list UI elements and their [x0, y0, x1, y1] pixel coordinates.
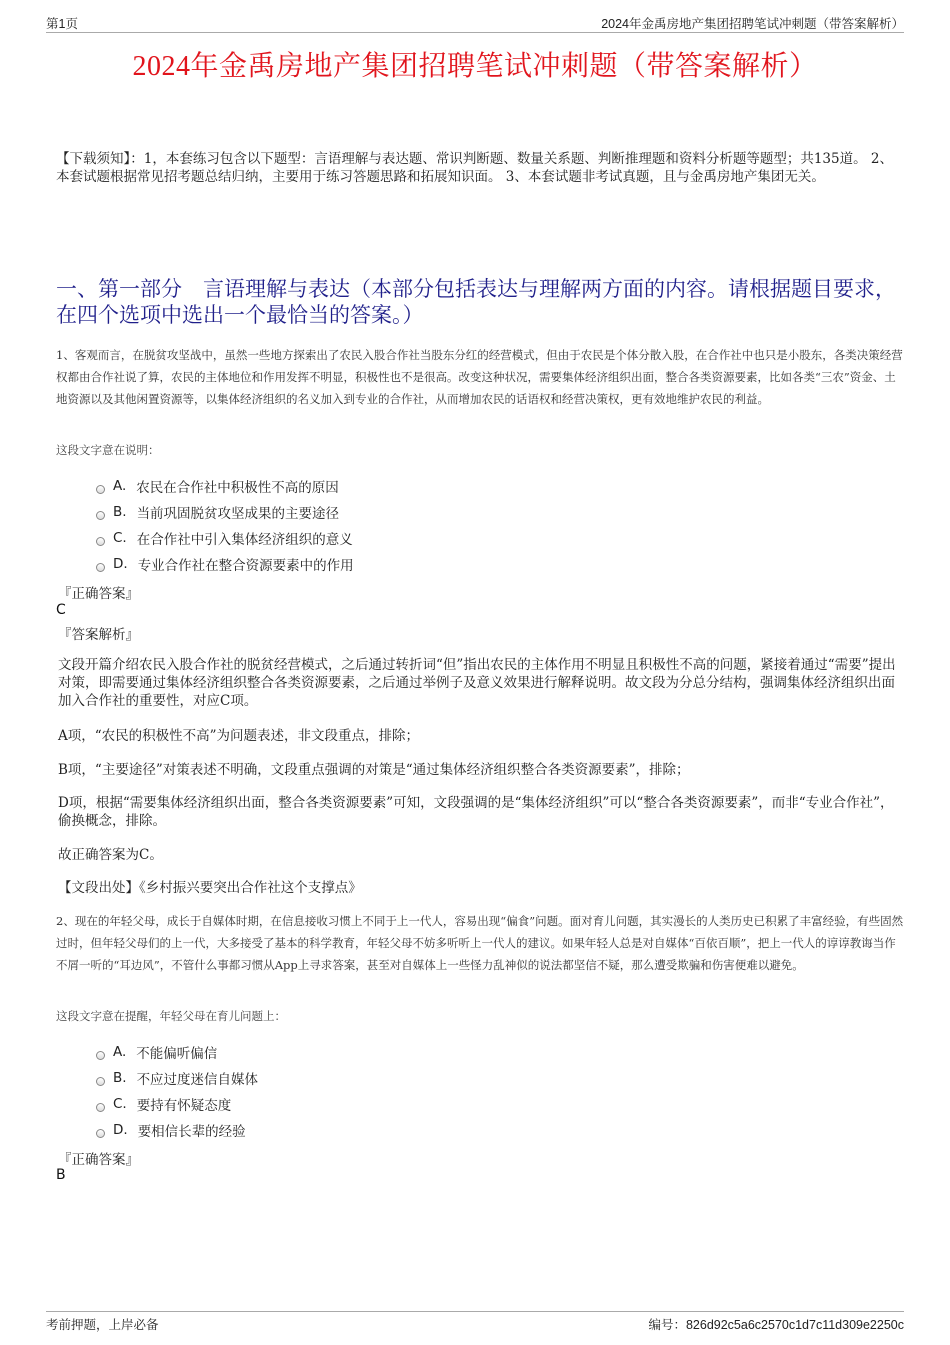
correct-answer: C [56, 602, 66, 618]
question-2-text: 2、现在的年轻父母，成长于自媒体时期，在信息接收习惯上不同于上一代人，容易出现“偏食”问题。面对育儿问题，其实漫长的人类历史已积累了丰富经验，有些固然过时，但年轻父母们的上一代，大多接受了基本的科学教育，年轻父母不妨多听听上一代人的建议。如果年轻人总是对自媒体“百依百顺”，把上一代人的谆谆教诲当作不屑一听的“耳边风”，不管什么事都习惯从App上寻求答案，甚至对自媒体上一些怪力乱神似的说法都坚信不疑，那么遭受欺骗和伤害便难以避免。 [56, 914, 904, 972]
radio-icon[interactable] [96, 511, 105, 520]
section-title: 一、第一部分 言语理解与表达（本部分包括表达与理解两方面的内容。请根据题目要求，在四个选项中选出一个最恰当的答案。） [56, 277, 896, 327]
page-number: 第1页 [46, 17, 78, 31]
option-text: 要持有怀疑态度 [136, 1098, 232, 1114]
option-d[interactable]: D. 要相信长辈的经验 [96, 1117, 258, 1143]
analysis-label: 『答案解析』 [58, 627, 139, 643]
option-a[interactable]: A. 不能偏听偏信 [96, 1039, 258, 1065]
question-1-options [96, 473, 354, 577]
passage-source: 【文段出处】《乡村振兴要突出合作社这个支撑点》 [58, 880, 362, 896]
analysis-option-b: B项，“主要途径”对策表述不明确，文段重点强调的对策是“通过集体经济组织整合各类资源要素”，排除； [58, 762, 690, 778]
document-title: 2024年金禹房地产集团招聘笔试冲刺题（带答案解析） [132, 51, 818, 82]
analysis-paragraph: 文段开篇介绍农民入股合作社的脱贫经营模式，之后通过转折词“但”指出农民的主体作用不明显且积极性不高的问题，紧接着通过“需要”提出对策，即需要通过集体经济组织整合各类资源要素，之后通过举例子及意义效果进行解释说明。故文段为分总分结构，强调集体经济组织出面加入合作社的重要性，对应C项。 [58, 657, 896, 709]
option-text: 要相信长辈的经验 [137, 1124, 246, 1140]
option-c[interactable]: C. 在合作社中引入集体经济组织的意义 [96, 525, 354, 551]
option-b[interactable]: B. 不应过度迷信自媒体 [96, 1065, 258, 1091]
option-a[interactable]: A. 农民在合作社中积极性不高的原因 [96, 473, 354, 499]
option-text: 不应过度迷信自媒体 [136, 1072, 259, 1088]
radio-icon[interactable] [96, 563, 105, 572]
analysis-conclusion: 故正确答案为C。 [58, 847, 163, 863]
correct-answer-label: 『正确答案』 [58, 1152, 139, 1168]
analysis-option-d: D项，根据“需要集体经济组织出面，整合各类资源要素”可知，文段强调的是“集体经济组织”可以“整合各类资源要素”，而非“专业合作社”，偷换概念，排除。 [58, 795, 894, 829]
radio-icon[interactable] [96, 537, 105, 546]
page-footer [46, 1311, 904, 1333]
question-1-text: 1、客观而言，在脱贫攻坚战中，虽然一些地方探索出了农民入股合作社当股东分红的经营模式，但由于农民是个体分散入股，在合作社中也只是小股东，各类决策经营权都由合作社说了算，农民的主体地位和作用发挥不明显，积极性也不是很高。改变这种状况，需要集体经济组织出面，整合各类资源要素，比如各类“三农”资金、土地资源以及其他闲置资源等，以集体经济组织的名义加入到专业的合作社，从而增加农民的话语权和经营决策权，更有效地维护农民的利益。 [56, 348, 903, 406]
radio-icon[interactable] [96, 485, 105, 494]
radio-icon[interactable] [96, 1129, 105, 1138]
option-text: 不能偏听偏信 [136, 1046, 218, 1062]
header-doc-title: 2024年金禹房地产集团招聘笔试冲刺题（带答案解析） [601, 17, 904, 31]
option-text: 当前巩固脱贫攻坚成果的主要途径 [136, 506, 340, 522]
question-1-prompt: 这段文字意在说明： [56, 443, 160, 457]
question-2-options [96, 1039, 258, 1143]
download-notice: 【下载须知】：1，本套练习包含以下题型：言语理解与表达题、常识判断题、数量关系题、判断推理题和资料分析题等题型；共135道。 2、本套试题根据常见招考题总结归纳，主要用于练习答题思路和拓展知识面。 3、本套试题非考试真题，且与金禹房地产集团无关。 [56, 151, 893, 185]
analysis-option-a: A项，“农民的积极性不高”为问题表述，非文段重点，排除； [58, 728, 420, 744]
option-text: 在合作社中引入集体经济组织的意义 [136, 532, 353, 548]
radio-icon[interactable] [96, 1077, 105, 1086]
footer-serial: 编号：826d92c5a6c2570c1d7c11d309e2250c [648, 1318, 904, 1332]
page-header [46, 14, 904, 33]
option-c[interactable]: C. 要持有怀疑态度 [96, 1091, 258, 1117]
correct-answer: B [56, 1167, 66, 1183]
question-2-prompt: 这段文字意在提醒，年轻父母在育儿问题上： [56, 1009, 286, 1023]
correct-answer-label: 『正确答案』 [58, 586, 139, 602]
footer-slogan: 考前押题，上岸必备 [46, 1317, 159, 1332]
radio-icon[interactable] [96, 1103, 105, 1112]
option-text: 农民在合作社中积极性不高的原因 [136, 480, 339, 496]
option-d[interactable]: D. 专业合作社在整合资源要素中的作用 [96, 551, 354, 577]
radio-icon[interactable] [96, 1051, 105, 1060]
option-text: 专业合作社在整合资源要素中的作用 [137, 558, 354, 574]
option-b[interactable]: B. 当前巩固脱贫攻坚成果的主要途径 [96, 499, 354, 525]
